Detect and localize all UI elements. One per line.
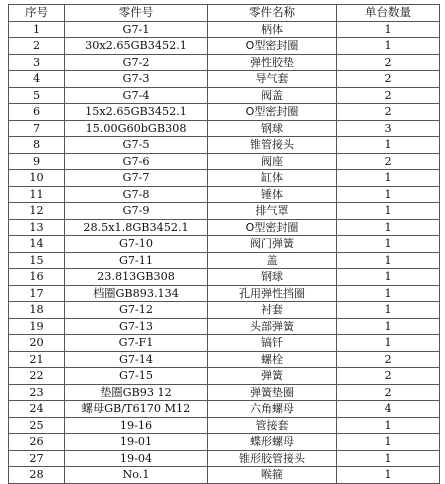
table-row xyxy=(9,384,440,401)
cell-index: 1 xyxy=(9,21,65,38)
cell-index: 27 xyxy=(9,450,65,467)
table-row xyxy=(9,87,440,104)
cell-quantity: 3 xyxy=(337,120,440,137)
cell-index: 19 xyxy=(9,318,65,335)
cell-part-name: 盖 xyxy=(208,252,337,269)
table-row xyxy=(9,450,440,467)
cell-quantity: 1 xyxy=(337,38,440,55)
cell-part-number: G7-14 xyxy=(65,351,208,368)
table-row xyxy=(9,38,440,55)
cell-index: 3 xyxy=(9,54,65,71)
cell-part-number: No.1 xyxy=(65,467,208,484)
cell-index: 13 xyxy=(9,219,65,236)
cell-quantity: 1 xyxy=(337,170,440,187)
cell-index: 23 xyxy=(9,384,65,401)
cell-quantity: 1 xyxy=(337,467,440,484)
cell-part-name: 钢球 xyxy=(208,120,337,137)
cell-quantity: 1 xyxy=(337,186,440,203)
cell-part-number: G7-F1 xyxy=(65,335,208,352)
cell-part-name: 喉箍 xyxy=(208,467,337,484)
cell-quantity: 2 xyxy=(337,384,440,401)
cell-index: 25 xyxy=(9,417,65,434)
cell-index: 5 xyxy=(9,87,65,104)
table-body xyxy=(9,21,440,483)
cell-quantity: 4 xyxy=(337,401,440,418)
cell-index: 21 xyxy=(9,351,65,368)
cell-part-name: 衬套 xyxy=(208,302,337,319)
table-row xyxy=(9,219,440,236)
cell-index: 7 xyxy=(9,120,65,137)
table-row xyxy=(9,335,440,352)
cell-index: 6 xyxy=(9,104,65,121)
table-row xyxy=(9,120,440,137)
cell-index: 10 xyxy=(9,170,65,187)
cell-index: 16 xyxy=(9,269,65,286)
cell-part-name: 锥形胶管接头 xyxy=(208,450,337,467)
cell-index: 15 xyxy=(9,252,65,269)
cell-part-number: G7-7 xyxy=(65,170,208,187)
cell-part-name: 锥管接头 xyxy=(208,137,337,154)
cell-part-number: G7-5 xyxy=(65,137,208,154)
table-row xyxy=(9,368,440,385)
table-row xyxy=(9,467,440,484)
cell-index: 24 xyxy=(9,401,65,418)
cell-quantity: 2 xyxy=(337,368,440,385)
cell-part-number: G7-10 xyxy=(65,236,208,253)
cell-part-number: G7-15 xyxy=(65,368,208,385)
cell-part-name: 导气套 xyxy=(208,71,337,88)
cell-quantity: 1 xyxy=(337,21,440,38)
cell-part-number: 19-16 xyxy=(65,417,208,434)
cell-quantity: 1 xyxy=(337,269,440,286)
cell-part-number: 23.813GB308 xyxy=(65,269,208,286)
cell-part-name: 缸体 xyxy=(208,170,337,187)
cell-part-name: 柄体 xyxy=(208,21,337,38)
cell-part-name: 阀座 xyxy=(208,153,337,170)
cell-quantity: 1 xyxy=(337,318,440,335)
table-row xyxy=(9,269,440,286)
cell-quantity: 1 xyxy=(337,434,440,451)
cell-part-name: 阀门弹簧 xyxy=(208,236,337,253)
header-part-number: 零件号 xyxy=(65,5,208,22)
cell-part-name: 锤体 xyxy=(208,186,337,203)
cell-part-name: 钢球 xyxy=(208,269,337,286)
cell-part-number: G7-4 xyxy=(65,87,208,104)
cell-part-number: 19-04 xyxy=(65,450,208,467)
table-row xyxy=(9,203,440,220)
cell-quantity: 1 xyxy=(337,450,440,467)
cell-index: 20 xyxy=(9,335,65,352)
parts-table xyxy=(8,4,440,484)
table-row xyxy=(9,285,440,302)
table-row xyxy=(9,236,440,253)
table-row xyxy=(9,186,440,203)
cell-quantity: 2 xyxy=(337,104,440,121)
cell-index: 12 xyxy=(9,203,65,220)
cell-part-name: 阀盖 xyxy=(208,87,337,104)
cell-part-name: 蝶形螺母 xyxy=(208,434,337,451)
cell-quantity: 2 xyxy=(337,71,440,88)
table-row xyxy=(9,153,440,170)
cell-part-name: 排气罩 xyxy=(208,203,337,220)
cell-part-number: G7-12 xyxy=(65,302,208,319)
cell-part-name: O型密封圈 xyxy=(208,38,337,55)
cell-part-number: 15.00G60bGB308 xyxy=(65,120,208,137)
cell-part-name: O型密封圈 xyxy=(208,219,337,236)
cell-index: 2 xyxy=(9,38,65,55)
cell-quantity: 1 xyxy=(337,302,440,319)
cell-quantity: 1 xyxy=(337,252,440,269)
header-quantity: 单台数量 xyxy=(337,5,440,22)
table-row xyxy=(9,137,440,154)
table-row xyxy=(9,417,440,434)
cell-part-number: 19-01 xyxy=(65,434,208,451)
cell-part-name: 头部弹簧 xyxy=(208,318,337,335)
table-row xyxy=(9,21,440,38)
cell-part-number: 30x2.65GB3452.1 xyxy=(65,38,208,55)
table-row xyxy=(9,318,440,335)
cell-index: 18 xyxy=(9,302,65,319)
cell-part-number: G7-9 xyxy=(65,203,208,220)
cell-index: 9 xyxy=(9,153,65,170)
table-row xyxy=(9,351,440,368)
cell-part-name: 镐钎 xyxy=(208,335,337,352)
cell-index: 11 xyxy=(9,186,65,203)
cell-index: 26 xyxy=(9,434,65,451)
cell-index: 22 xyxy=(9,368,65,385)
table-row xyxy=(9,170,440,187)
cell-index: 4 xyxy=(9,71,65,88)
cell-index: 17 xyxy=(9,285,65,302)
cell-quantity: 1 xyxy=(337,285,440,302)
cell-part-name: 管接套 xyxy=(208,417,337,434)
cell-index: 8 xyxy=(9,137,65,154)
cell-quantity: 1 xyxy=(337,236,440,253)
cell-part-name: O型密封圈 xyxy=(208,104,337,121)
cell-quantity: 1 xyxy=(337,219,440,236)
cell-part-number: G7-1 xyxy=(65,21,208,38)
cell-part-number: G7-8 xyxy=(65,186,208,203)
cell-part-name: 六角螺母 xyxy=(208,401,337,418)
table-row xyxy=(9,434,440,451)
cell-quantity: 1 xyxy=(337,137,440,154)
table-row xyxy=(9,302,440,319)
cell-part-name: 螺栓 xyxy=(208,351,337,368)
cell-part-number: G7-3 xyxy=(65,71,208,88)
cell-quantity: 2 xyxy=(337,87,440,104)
cell-part-number: G7-6 xyxy=(65,153,208,170)
table-row xyxy=(9,104,440,121)
cell-quantity: 2 xyxy=(337,153,440,170)
cell-quantity: 2 xyxy=(337,54,440,71)
parts-list xyxy=(8,4,440,484)
cell-part-number: 28.5x1.8GB3452.1 xyxy=(65,219,208,236)
cell-part-number: G7-11 xyxy=(65,252,208,269)
cell-part-number: 15x2.65GB3452.1 xyxy=(65,104,208,121)
cell-part-name: 弹簧 xyxy=(208,368,337,385)
table-row xyxy=(9,252,440,269)
cell-part-number: 螺母GB/T6170 M12 xyxy=(65,401,208,418)
header-index: 序号 xyxy=(9,5,65,22)
cell-part-name: 弹性胶垫 xyxy=(208,54,337,71)
cell-quantity: 2 xyxy=(337,351,440,368)
cell-part-number: G7-2 xyxy=(65,54,208,71)
header-part-name: 零件名称 xyxy=(208,5,337,22)
table-row xyxy=(9,54,440,71)
cell-index: 14 xyxy=(9,236,65,253)
table-header-row xyxy=(9,5,440,22)
cell-part-number: 垫圈GB93 12 xyxy=(65,384,208,401)
cell-index: 28 xyxy=(9,467,65,484)
cell-quantity: 1 xyxy=(337,417,440,434)
cell-part-name: 弹簧垫圈 xyxy=(208,384,337,401)
table-row xyxy=(9,71,440,88)
cell-part-number: G7-13 xyxy=(65,318,208,335)
cell-part-number: 档圈GB893.134 xyxy=(65,285,208,302)
cell-quantity: 1 xyxy=(337,203,440,220)
cell-quantity: 1 xyxy=(337,335,440,352)
table-row xyxy=(9,401,440,418)
cell-part-name: 孔用弹性挡圈 xyxy=(208,285,337,302)
